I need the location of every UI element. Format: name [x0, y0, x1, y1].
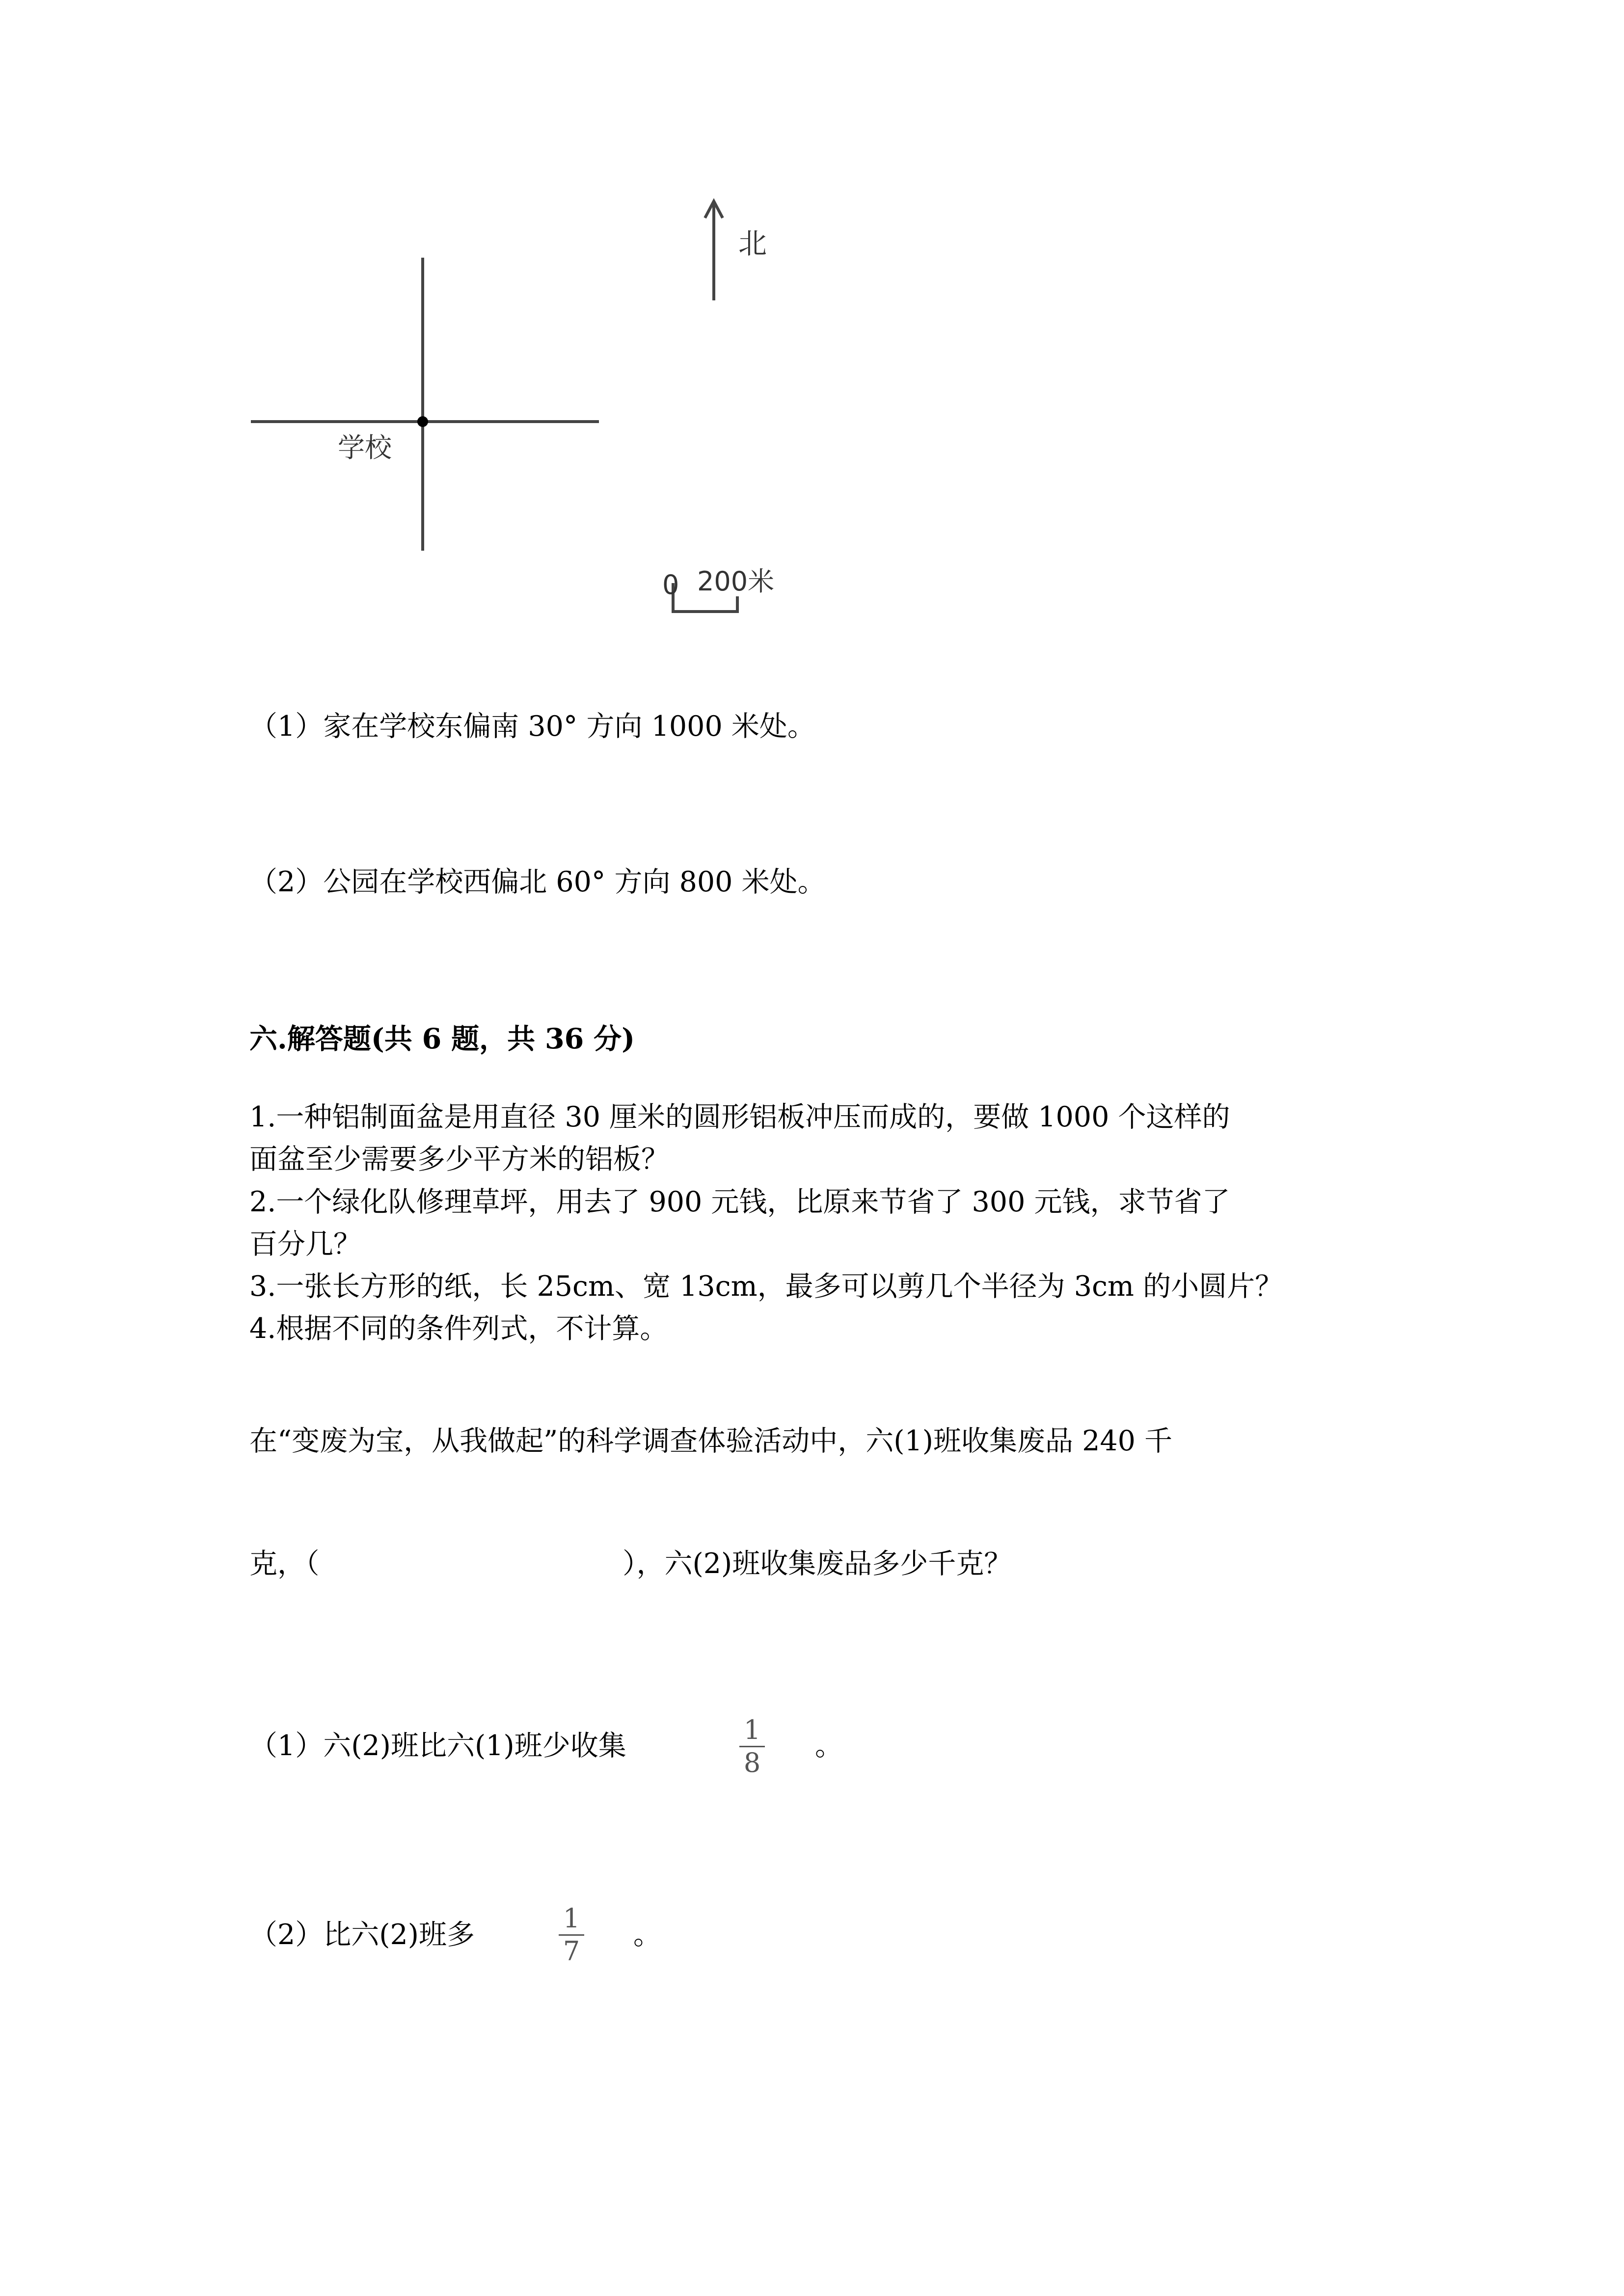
condition-2-period: 。 — [633, 1919, 661, 1951]
north-label: 北 — [738, 227, 767, 260]
condition-2-fraction — [557, 1905, 586, 1965]
condition-1-fraction — [737, 1716, 767, 1777]
question-4: 4.根据不同的条件列式，不计算。 — [249, 1312, 668, 1345]
condition-1-text: （1）六(2)班比六(1)班少收集 — [249, 1730, 626, 1762]
question-3: 3.一张长方形的纸，长 25cm、宽 13cm，最多可以剪几个半径为 3cm 的小圆片？ — [249, 1270, 1283, 1303]
question-1-line-2: 面盆至少需要多少平方米的铝板？ — [249, 1143, 669, 1175]
scale-zero-label: 0 — [662, 569, 679, 600]
map-question-1: （1）家在学校东偏南 30° 方向 1000 米处。 — [249, 710, 815, 743]
section-heading: 六.解答题(共 6 题，共 36 分) — [249, 1022, 635, 1055]
question-2-line-1: 2.一个绿化队修理草坪，用去了 900 元钱，比原来节省了 300 元钱，求节省了 — [249, 1186, 1230, 1218]
school-label: 学校 — [338, 432, 392, 463]
condition-1-period: 。 — [815, 1730, 843, 1762]
condition-1-denominator: 8 — [743, 1747, 761, 1778]
condition-1-numerator: 1 — [743, 1714, 761, 1745]
question-2-line-2: 百分几？ — [249, 1228, 361, 1260]
direction-map-diagram — [236, 187, 800, 628]
scale-distance-label: 200米 — [697, 566, 775, 597]
answer-blank[interactable] — [344, 1546, 619, 1580]
problem4-context-line-2-end: ），六(2)班收集废品多少千克？ — [623, 1548, 1012, 1580]
question-1-line-1: 1.一种铝制面盆是用直径 30 厘米的圆形铝板冲压而成的，要做 1000 个这样的 — [249, 1101, 1230, 1133]
condition-2-numerator: 1 — [563, 1903, 580, 1934]
map-question-2: （2）公园在学校西偏北 60° 方向 800 米处。 — [249, 866, 826, 898]
condition-2-denominator: 7 — [563, 1936, 580, 1967]
condition-2-text: （2）比六(2)班多 — [249, 1919, 475, 1951]
problem4-context-line-1: 在“变废为宝，从我做起”的科学调查体验活动中，六(1)班收集废品 240 千 — [249, 1425, 1173, 1457]
school-point — [417, 416, 428, 427]
problem4-context-line-2-start: 克，（ — [249, 1548, 320, 1580]
